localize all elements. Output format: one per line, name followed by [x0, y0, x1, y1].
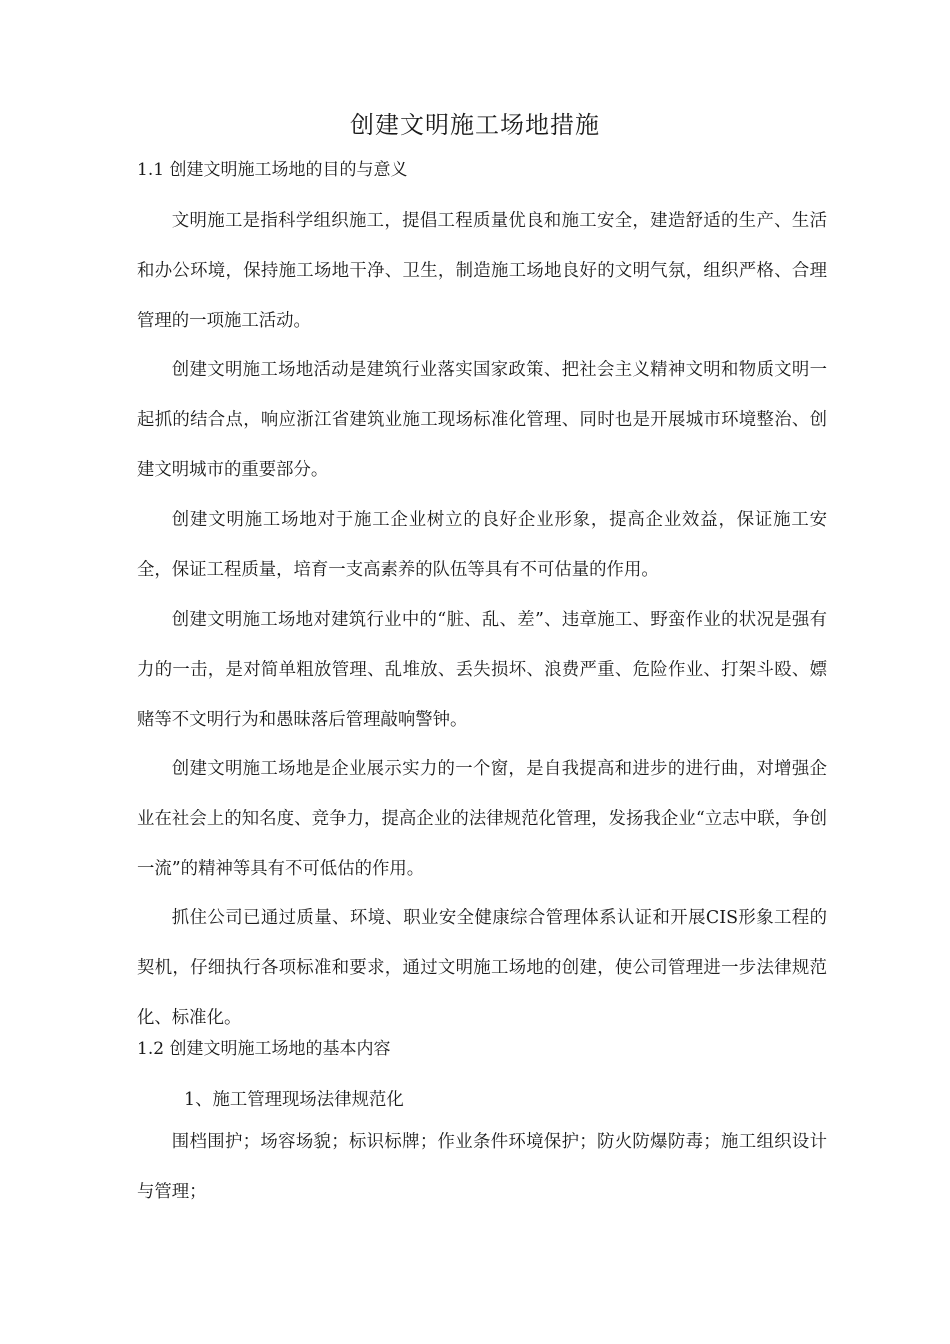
- paragraph: 围档围护；场容场貌；标识标牌；作业条件环境保护；防火防爆防毒；施工组织设计与管理；: [137, 1132, 827, 1202]
- paragraph: 创建文明施工场地活动是建筑行业落实国家政策、把社会主义精神文明和物质文明一起抓的结合点，响应浙江省建筑业施工现场标准化管理、同时也是开展城市环境整治、创建文明城市的重要部分。: [137, 360, 827, 480]
- section-heading-1-1: 1.1 创建文明施工场地的目的与意义: [137, 160, 408, 180]
- paragraph: 抓住公司已通过质量、环境、职业安全健康综合管理体系认证和开展CIS形象工程的契机，仔细执行各项标准和要求，通过文明施工场地的创建，使公司管理进一步法律规范化、标准化。: [137, 908, 827, 1028]
- paragraph: 创建文明施工场地是企业展示实力的一个窗，是自我提高和进步的进行曲，对增强企业在社会上的知名度、竞争力，提高企业的法律规范化管理，发扬我企业“立志中联，争创一流”的精神等具有不可低估的作用。: [137, 759, 827, 879]
- document-title: 创建文明施工场地措施: [350, 111, 600, 139]
- item-heading: 1、施工管理现场法律规范化: [184, 1090, 404, 1110]
- paragraph: 创建文明施工场地对于施工企业树立的良好企业形象，提高企业效益，保证施工安全，保证工程质量，培育一支高素养的队伍等具有不可估量的作用。: [137, 510, 827, 580]
- paragraph: 文明施工是指科学组织施工，提倡工程质量优良和施工安全，建造舒适的生产、生活和办公环境，保持施工场地干净、卫生，制造施工场地良好的文明气氛，组织严格、合理管理的一项施工活动。: [137, 211, 827, 331]
- paragraph: 创建文明施工场地对建筑行业中的“脏、乱、差”、违章施工、野蛮作业的状况是强有力的一击，是对简单粗放管理、乱堆放、丢失损坏、浪费严重、危险作业、打架斗殴、嫖赌等不文明行为和愚昧落后管理敲响警钟。: [137, 610, 827, 730]
- section-heading-1-2: 1.2 创建文明施工场地的基本内容: [137, 1039, 391, 1059]
